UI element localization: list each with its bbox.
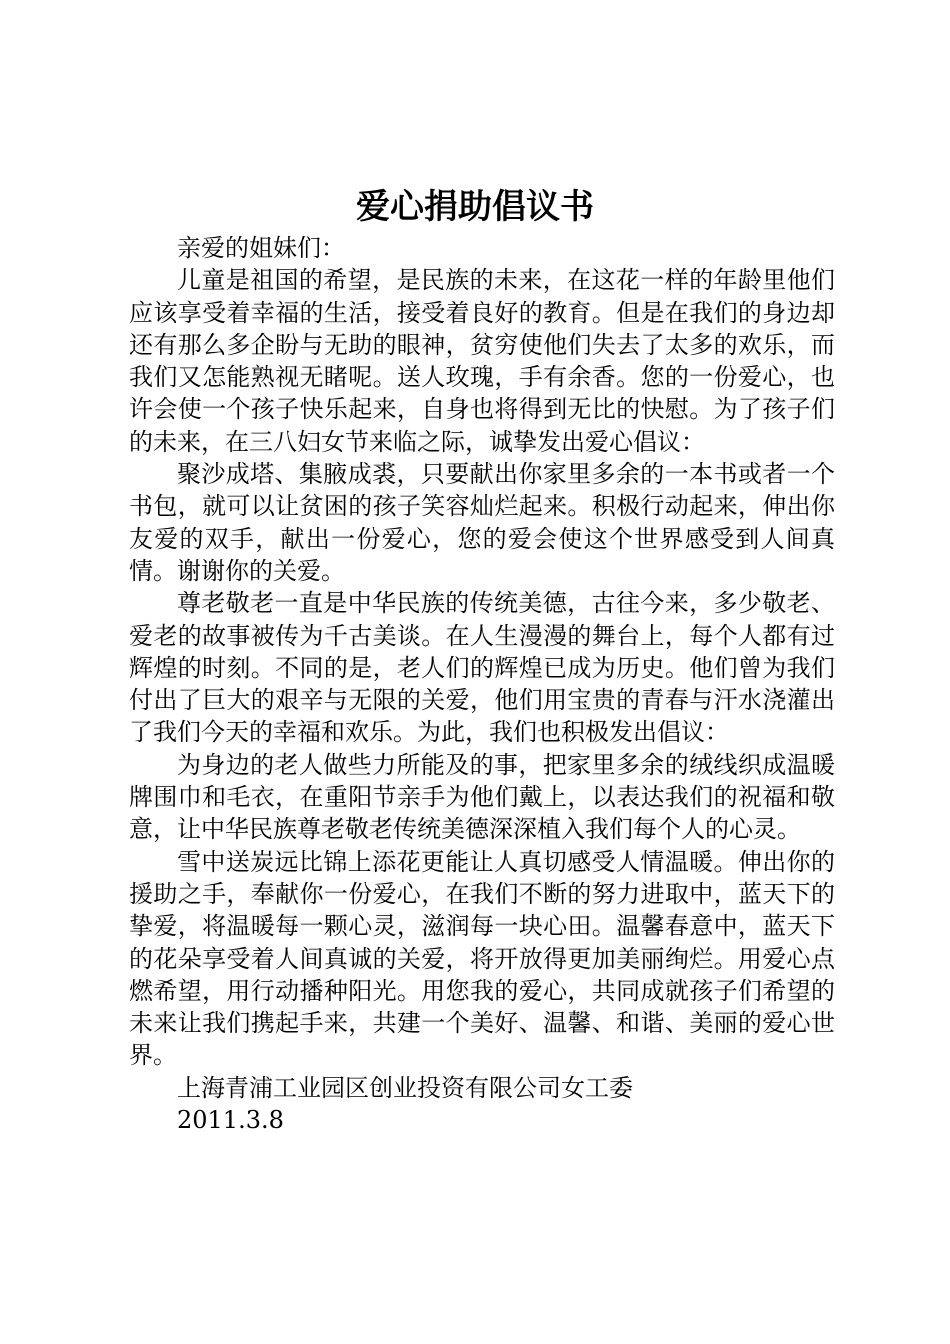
paragraph-elders: 尊老敬老一直是中华民族的传统美德，古往今来，多少敬老、爱老的故事被传为千古美谈。在人生漫漫的舞台上，每个人都有过辉煌的时刻。不同的是，老人们的辉煌已成为历史。他们曾为我们付出了巨大的艰辛与无限的关爱，他们用宝贵的青春与汗水浇灌出了我们今天的幸福和欢乐。为此，我们也积极发出倡议： — [129, 589, 835, 747]
paragraph-books: 聚沙成塔、集腋成裘，只要献出你家里多余的一本书或者一个书包，就可以让贫困的孩子笑容灿烂起来。积极行动起来，伸出你友爱的双手，献出一份爱心，您的爱会使这个世界感受到人间真情。谢谢你的关爱。 — [129, 460, 835, 585]
signature-date: 2011.3.8 — [177, 1106, 284, 1135]
paragraph-closing: 雪中送炭远比锦上添花更能让人真切感受人情温暖。伸出你的援助之手，奉献你一份爱心，在我们不断的努力进取中，蓝天下的挚爱，将温暖每一颗心灵，滋润每一块心田。温馨春意中，蓝天下的花朵享受着人间真诚的关爱，将开放得更加美丽绚烂。用爱心点燃希望，用行动播种阳光。用您我的爱心，共同成就孩子们希望的未来让我们携起手来，共建一个美好、温馨、和谐、美丽的爱心世界。 — [129, 847, 835, 1070]
document-title: 爱心捐助倡议书 — [356, 187, 594, 227]
signature-organization: 上海青浦工业园区创业投资有限公司女工委 — [177, 1073, 633, 1102]
paragraph-knitting: 为身边的老人做些力所能及的事，把家里多余的绒线织成温暖牌围巾和毛衣，在重阳节亲手为他们戴上，以表达我们的祝福和敬意，让中华民族尊老敬老传统美德深深植入我们每个人的心灵。 — [129, 750, 835, 844]
paragraph-children: 儿童是祖国的希望，是民族的未来，在这花一样的年龄里他们应该享受着幸福的生活，接受着良好的教育。但是在我们的身边却还有那么多企盼与无助的眼神，贫穷使他们失去了太多的欢乐，而我们又怎能熟视无睹呢。送人玫瑰，手有余香。您的一份爱心，也许会使一个孩子快乐起来，自身也将得到无比的快慰。为了孩子们的未来，在三八妇女节来临之际，诚挚发出爱心倡议： — [129, 266, 835, 456]
salutation: 亲爱的姐妹们： — [177, 234, 345, 262]
document-body — [129, 232, 835, 1136]
